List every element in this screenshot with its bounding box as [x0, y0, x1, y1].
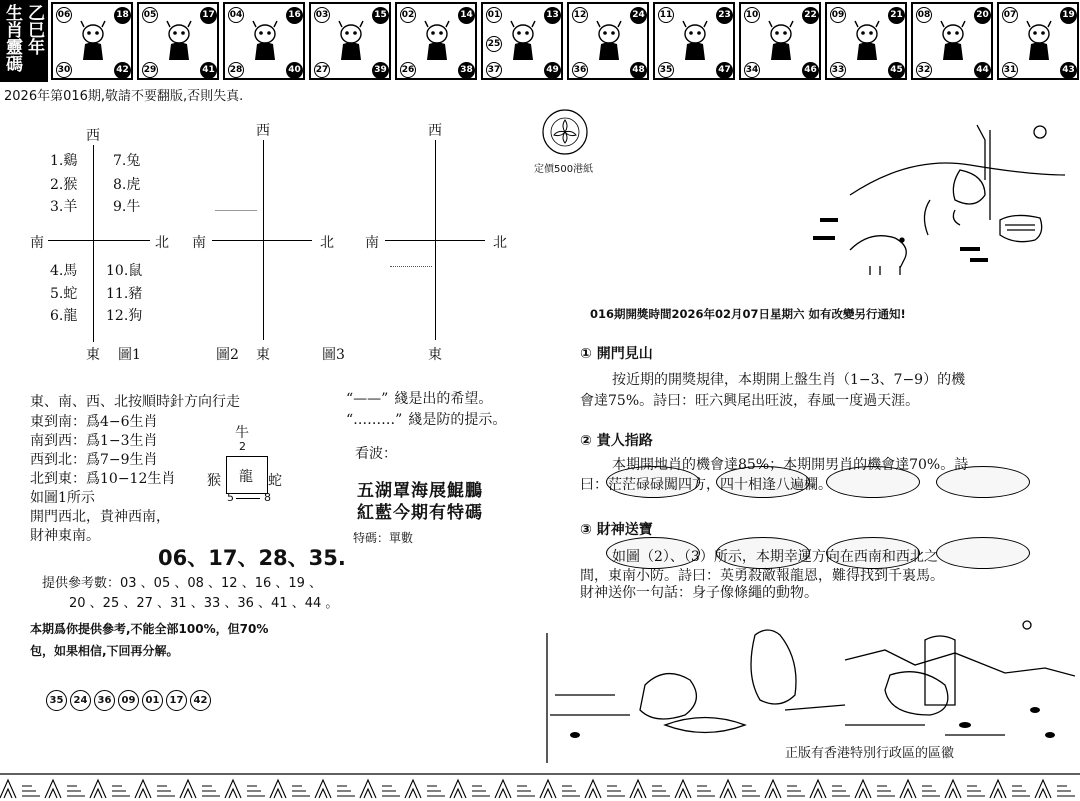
zodiac-order-item: 8.虎 [113, 177, 141, 193]
horse-icon [591, 18, 627, 66]
special-code: 特碼：單數 [353, 531, 414, 545]
section-line: 會達75%。詩曰：旺六興尾出旺波，春風一度過天涯。 [580, 393, 920, 409]
figure-3-caption: 圖3 [322, 347, 345, 363]
main-numbers: 06、17、28、35. [158, 546, 346, 570]
decorative-border-band [0, 772, 1080, 801]
kanbo-label: 看波： [355, 446, 397, 462]
zodiac-order-item: 4.馬 [50, 263, 78, 279]
price-label: 定價500港紙 [534, 164, 594, 175]
west-label: 西 [256, 123, 270, 139]
section-title: ③ 財神送寶 [580, 522, 653, 538]
farmer-pig-illustration [810, 110, 1070, 275]
note-line-2: 包，如果相信,下回再分解。 [30, 644, 179, 658]
zodiac-number: 34 [744, 62, 760, 78]
south-label: 南 [365, 235, 379, 251]
emblem-icon [541, 108, 589, 156]
zodiac-number: 06 [56, 7, 72, 23]
series-title-col1: 生肖靈碼 [2, 4, 22, 72]
zodiac-number: 39 [372, 62, 389, 79]
zodiac-order-item: 6.龍 [50, 308, 78, 324]
zodiac-number: 20 [974, 7, 991, 24]
section-line: 間，東南小防。詩曰：英勇殺敵報龍恩，難得找到千裏馬。 [580, 568, 944, 584]
zodiac-cell [911, 2, 993, 80]
zodiac-number: 22 [802, 7, 819, 24]
zodiac-number: 29 [142, 62, 158, 78]
zodiac-number: 24 [630, 7, 647, 24]
zodiac-number: 38 [458, 62, 475, 79]
poem-line-2: 紅藍今期有特碼 [357, 503, 483, 523]
section-line: 曰：茫茫碌碌闖四方，四十相逢八遍欄。 [580, 477, 832, 493]
number-ball: 36 [94, 690, 115, 711]
north-label: 北 [320, 235, 334, 251]
reference-numbers-line-1: 提供參考數：03 、05 、08 、12 、16 、19 、 [42, 576, 323, 591]
zodiac-number: 46 [802, 62, 819, 79]
official-note: 正版有香港特別行政區的區徽 [785, 746, 955, 761]
zodiac-number: 14 [458, 7, 475, 24]
section-title: ① 開門見山 [580, 346, 653, 362]
zodiac-number: 08 [916, 7, 932, 23]
zodiac-cell [137, 2, 219, 80]
zodiac-number: 33 [830, 62, 846, 78]
goat-icon [677, 18, 713, 66]
rule-line: 財神東南。 [30, 528, 100, 544]
zodiac-number: 45 [888, 62, 905, 79]
west-label: 西 [86, 128, 100, 144]
zodiac-number: 16 [286, 7, 303, 24]
legend-dotted-marker: “………” [346, 412, 403, 428]
east-label: 東 [428, 347, 442, 363]
series-title-col2: 乙巳年 [24, 4, 44, 55]
monkey-icon [763, 18, 799, 66]
zodiac-number: 41 [200, 62, 217, 79]
zodiac-number: 26 [400, 62, 416, 78]
zodiac-cell [997, 2, 1079, 80]
north-label: 北 [155, 235, 169, 251]
tiger-icon [247, 18, 283, 66]
zodiac-number: 02 [400, 7, 416, 23]
zodiac-number: 40 [286, 62, 303, 79]
section-line: 本期開地肖的機會達85%；本期開男肖的機會達70%。詩 [612, 457, 969, 473]
rooster-icon [849, 18, 885, 66]
east-label: 東 [256, 347, 270, 363]
east-label: 東 [86, 347, 100, 363]
number-ball: 42 [190, 690, 211, 711]
zodiac-number: 49 [544, 62, 561, 79]
legend-solid-marker: “——” [346, 391, 389, 407]
rat-icon [75, 18, 111, 66]
zodiac-number: 03 [314, 7, 330, 23]
section-title: ② 貴人指路 [580, 433, 653, 449]
zodiac-number: 11 [658, 7, 674, 23]
zodiac-number: 43 [1060, 62, 1077, 79]
pig-icon [1021, 18, 1057, 66]
zodiac-cell [567, 2, 649, 80]
zodiac-number: 31 [1002, 62, 1018, 78]
zodiac-number: 12 [572, 7, 588, 23]
ox-icon [161, 18, 197, 66]
zodiac-number: 04 [228, 7, 244, 23]
zodiac-order-item: 5.蛇 [50, 286, 78, 302]
zodiac-number: 32 [916, 62, 932, 78]
snake-icon [505, 18, 541, 66]
number-ball: 17 [166, 690, 187, 711]
zodiac-order-item: 2.猴 [50, 177, 78, 193]
rule-line: 開門西北，貴神西南， [30, 509, 170, 525]
mini-left-num: 5 [227, 491, 234, 504]
zodiac-number: 05 [142, 7, 158, 23]
zodiac-order-item: 3.羊 [50, 199, 78, 215]
rule-line: 南到西：爲1−3生肖 [30, 433, 158, 449]
zodiac-number: 37 [486, 62, 502, 78]
zodiac-cell [825, 2, 907, 80]
series-title-block [0, 0, 48, 82]
north-label: 北 [493, 235, 507, 251]
south-label: 南 [192, 235, 206, 251]
zodiac-order-item: 11.豬 [106, 286, 143, 302]
zodiac-number: 25 [486, 36, 502, 52]
poem-line-1: 五湖罩海展鯤鵬 [357, 481, 483, 501]
zodiac-number: 07 [1002, 7, 1018, 23]
zodiac-number: 27 [314, 62, 330, 78]
zodiac-number: 17 [200, 7, 217, 24]
zodiac-number: 13 [544, 7, 561, 24]
zodiac-cell [51, 2, 133, 80]
issue-line: 2026年第016期,敬請不要翻版,否則失真. [4, 89, 244, 104]
rabbit-icon [333, 18, 369, 66]
legend-solid-text: 綫是出的希望。 [394, 391, 493, 407]
zodiac-number: 44 [974, 62, 991, 79]
ball-number-row [46, 688, 214, 711]
rule-line: 東、南、西、北按順時針方向行走 [30, 394, 240, 410]
rule-line: 東到南：爲4−6生肖 [30, 414, 158, 430]
zodiac-number: 42 [114, 62, 131, 79]
figure-1-caption: 圖1 [118, 347, 141, 363]
zodiac-cell [395, 2, 477, 80]
section-line: 如圖（2）、（3）所示，本期幸運方向在西南和西北之 [612, 549, 938, 565]
mini-left-label: 猴 [207, 473, 221, 489]
zodiac-order-item: 10.鼠 [106, 263, 143, 279]
mini-center-label: 龍 [239, 469, 253, 485]
zodiac-cell [309, 2, 391, 80]
zodiac-number: 10 [744, 7, 760, 23]
mini-top-label: 牛 [235, 425, 249, 441]
mini-right-label: 蛇 [268, 473, 282, 489]
zodiac-cell [481, 2, 563, 80]
zodiac-order-item: 1.鷄 [50, 153, 78, 169]
zodiac-cell [223, 2, 305, 80]
zodiac-number: 30 [56, 62, 72, 78]
south-label: 南 [30, 235, 44, 251]
dragon-icon [419, 18, 455, 66]
number-ball: 09 [118, 690, 139, 711]
zodiac-number: 36 [572, 62, 588, 78]
section-line: 財神送你一句話：身子像條繩的動物。 [580, 585, 818, 601]
zodiac-number: 09 [830, 7, 846, 23]
zodiac-number: 01 [486, 7, 502, 23]
rule-line: 如圖1所示 [30, 490, 95, 506]
zodiac-order-item: 7.兔 [113, 153, 141, 169]
reference-numbers-line-2: 20 、25 、27 、31 、33 、36 、41 、44 。 [69, 596, 339, 611]
zodiac-cell [739, 2, 821, 80]
number-ball: 24 [70, 690, 91, 711]
rule-line: 北到東：爲10−12生肖 [30, 471, 176, 487]
west-label: 西 [428, 123, 442, 139]
draw-time: 016期開獎時間2026年02月07日星期六 如有改變另行通知! [590, 307, 906, 321]
zodiac-number: 19 [1060, 7, 1077, 24]
number-ball: 35 [46, 690, 67, 711]
figure-2-caption: 圖2 [216, 347, 239, 363]
zodiac-number: 23 [716, 7, 733, 24]
legend-dotted-text: 綫是防的提示。 [408, 412, 507, 428]
zodiac-number: 28 [228, 62, 244, 78]
mini-right-num: 8 [264, 491, 271, 504]
zodiac-order-item: 9.牛 [113, 199, 141, 215]
dog-icon [935, 18, 971, 66]
zodiac-order-item: 12.狗 [106, 308, 143, 324]
zodiac-number: 48 [630, 62, 647, 79]
zodiac-number: 18 [114, 7, 131, 24]
rule-line: 西到北：爲7−9生肖 [30, 452, 158, 468]
zodiac-cell [653, 2, 735, 80]
zodiac-number: 47 [716, 62, 733, 79]
section-line: 按近期的開獎規律，本期開上盤生肖（1−3、7−9）的機 [612, 372, 966, 388]
note-line-1: 本期爲你提供參考,不能全部100%，但70% [30, 622, 269, 636]
number-ball: 01 [142, 690, 163, 711]
zodiac-number: 21 [888, 7, 905, 24]
mini-top-num: 2 [239, 440, 246, 453]
zodiac-number: 35 [658, 62, 674, 78]
zodiac-number: 15 [372, 7, 389, 24]
